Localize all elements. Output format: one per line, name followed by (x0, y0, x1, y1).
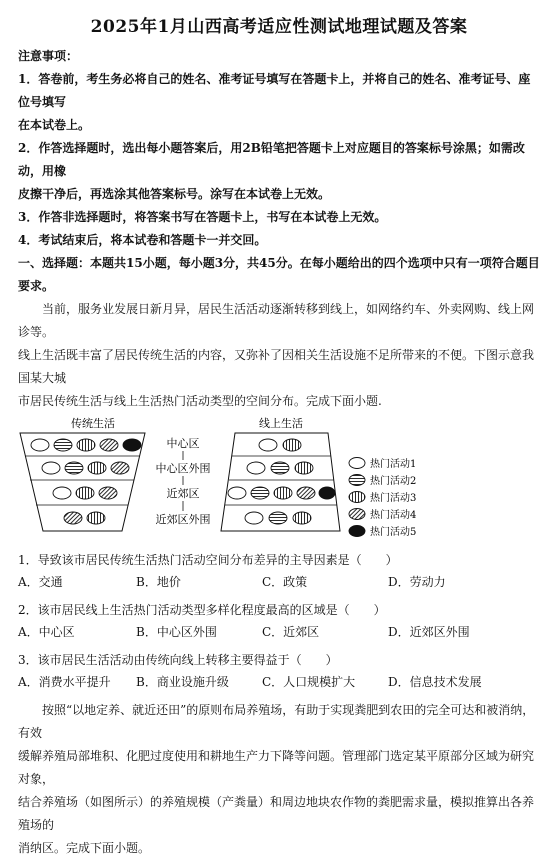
passage-1-line-3: 市居民传统生活与线上生活热门活动类型的空间分布。完成下面小题. (18, 394, 382, 408)
question-1-text: 1．导致该市居民传统生活热门活动空间分布差异的主导因素是（ ） (18, 553, 398, 567)
page-title: 2025年1月山西高考适应性测试地理试题及答案 (90, 17, 468, 37)
online-r4-activity3 (293, 512, 311, 524)
zone-label-center-outer: 中心区外围 (155, 462, 211, 475)
notice-heading: 注意事项： (18, 49, 79, 63)
legend-activity1: 热门活动1 (370, 459, 417, 470)
question-2-option-a: A．中心区 (18, 625, 75, 639)
zone-label-center: 中心区 (166, 437, 200, 450)
question-3-option-a: A．消费水平提升 (18, 675, 111, 689)
question-3-option-d: D．信息技术发展 (388, 675, 482, 689)
trad-r1-activity1 (31, 439, 49, 451)
passage-2 (18, 699, 540, 860)
traditional-title: 传统生活 (71, 417, 115, 430)
online-life-diagram (221, 416, 340, 531)
notice-item-4: 4．考试结束后，将本试卷和答题卡一并交回。 (18, 233, 267, 247)
question-1-option-d: D．劳动力 (388, 575, 446, 589)
figure-svg (18, 417, 540, 545)
question-1-option-b: B．地价 (136, 575, 181, 589)
trad-r1-activity3 (77, 439, 95, 451)
passage-1 (18, 298, 540, 413)
passage-2-line-3: 结合养殖场（如图所示）的养殖规模（产粪量）和周边地块农作物的粪肥需求量，模拟推算出各养殖场的 (18, 795, 535, 832)
trad-r3-activity3 (76, 487, 94, 499)
question-2-option-c: C．近郊区 (262, 625, 320, 639)
question-3-option-b: B．商业设施升级 (136, 675, 229, 689)
question-1-option-a: A．交通 (18, 575, 63, 589)
activity-distribution-figure (18, 417, 540, 545)
question-3-option-c: C．人口规模扩大 (262, 675, 356, 689)
online-r3-activity2 (251, 487, 269, 499)
question-2-option-b: B．中心区外围 (136, 625, 217, 639)
notice-item-1b: 在本试卷上。 (18, 118, 91, 132)
trad-r1-activity2 (54, 439, 72, 451)
trad-r4-activity3 (87, 512, 105, 524)
legend-activity5: 热门活动5 (370, 527, 417, 538)
question-2-option-d: D．近郊区外围 (388, 625, 470, 639)
legend-activity2: 热门活动2 (370, 476, 417, 487)
notice-section (18, 45, 540, 252)
notice-item-2b: 皮擦干净后，再选涂其他答案标号。涂写在本试卷上无效。 (18, 187, 331, 201)
trad-r1-activity4 (100, 439, 118, 451)
legend (349, 457, 416, 538)
legend-activity5-swatch (349, 526, 365, 537)
trad-r1-activity5 (123, 439, 141, 451)
question-2 (18, 599, 540, 643)
online-r1-activity1 (259, 439, 277, 451)
trad-r2-activity1 (42, 462, 60, 474)
online-r2-activity3 (295, 462, 313, 474)
passage-2-line-4: 消纳区。完成下面小题。 (18, 841, 151, 855)
passage-2-line-2: 缓解养殖局部堆积、化肥过度使用和耕地生产力下降等问题。管理部门选定某平原部分区域为研究对象， (18, 749, 535, 786)
traditional-life-diagram (20, 416, 145, 531)
trad-r2-activity4 (111, 462, 129, 474)
question-1-option-c: C．政策 (262, 575, 308, 589)
online-r1-activity3 (283, 439, 301, 451)
online-r2-activity2 (271, 462, 289, 474)
section-heading: 一、选择题：本题共15小题，每小题3分，共45分。在每小题给出的四个选项中只有一项符合题目要求。 (18, 256, 540, 293)
online-r4-activity2 (269, 512, 287, 524)
legend-activity4-swatch (349, 509, 365, 520)
zone-labels (156, 436, 211, 526)
notice-item-2a: 2．作答选择题时，选出每小题答案后，用2B铅笔把答题卡上对应题目的答案标号涂黑；如需改动，用橡 (18, 141, 525, 178)
online-r3-activity5 (319, 487, 335, 499)
passage-1-line-1: 当前，服务业发展日新月异，居民生活活动逐渐转移到线上，如网络约车、外卖网购、线上网诊等。 (18, 302, 535, 339)
legend-activity4: 热门活动4 (370, 510, 417, 521)
notice-item-3: 3．作答非选择题时，将答案书写在答题卡上，书写在本试卷上无效。 (18, 210, 387, 224)
zone-label-suburb: 近郊区 (166, 487, 200, 500)
trad-r2-activity2 (65, 462, 83, 474)
online-r3-activity3 (274, 487, 292, 499)
legend-activity1-swatch (349, 458, 365, 469)
trad-r4-activity4 (64, 512, 82, 524)
trad-r2-activity3 (88, 462, 106, 474)
trad-r3-activity1 (53, 487, 71, 499)
zone-label-suburb-outer: 近郊区外围 (155, 513, 211, 526)
trad-r3-activity4 (99, 487, 117, 499)
legend-activity3: 热门活动3 (370, 493, 417, 504)
online-r3-activity1 (228, 487, 246, 499)
question-2-text: 2．该市居民线上生活热门活动类型多样化程度最高的区域是（ ） (18, 603, 386, 617)
question-3-options (18, 671, 540, 693)
online-r2-activity1 (247, 462, 265, 474)
question-1-options (18, 571, 540, 593)
question-3-text: 3．该市居民生活活动由传统向线上转移主要得益于（ ） (18, 653, 338, 667)
question-1 (18, 549, 540, 593)
question-2-options (18, 621, 540, 643)
online-r4-activity1 (245, 512, 263, 524)
passage-2-line-1: 按照“以地定养、就近还田”的原则布局养殖场，有助于实现粪肥到农田的完全可达和被消纳，有效 (18, 703, 535, 740)
legend-activity3-swatch (349, 492, 365, 503)
passage-1-line-2: 线上生活既丰富了居民传统生活的内容，又弥补了因相关生活设施不足所带来的不便。下图示意我国某大城 (18, 348, 535, 385)
online-title: 线上生活 (259, 417, 303, 430)
legend-activity2-swatch (349, 475, 365, 486)
online-r3-activity4 (297, 487, 315, 499)
notice-item-1a: 1．答卷前，考生务必将自己的姓名、准考证号填写在答题卡上，并将自己的姓名、准考证号、座位号填写 (18, 72, 531, 109)
question-3 (18, 649, 540, 693)
